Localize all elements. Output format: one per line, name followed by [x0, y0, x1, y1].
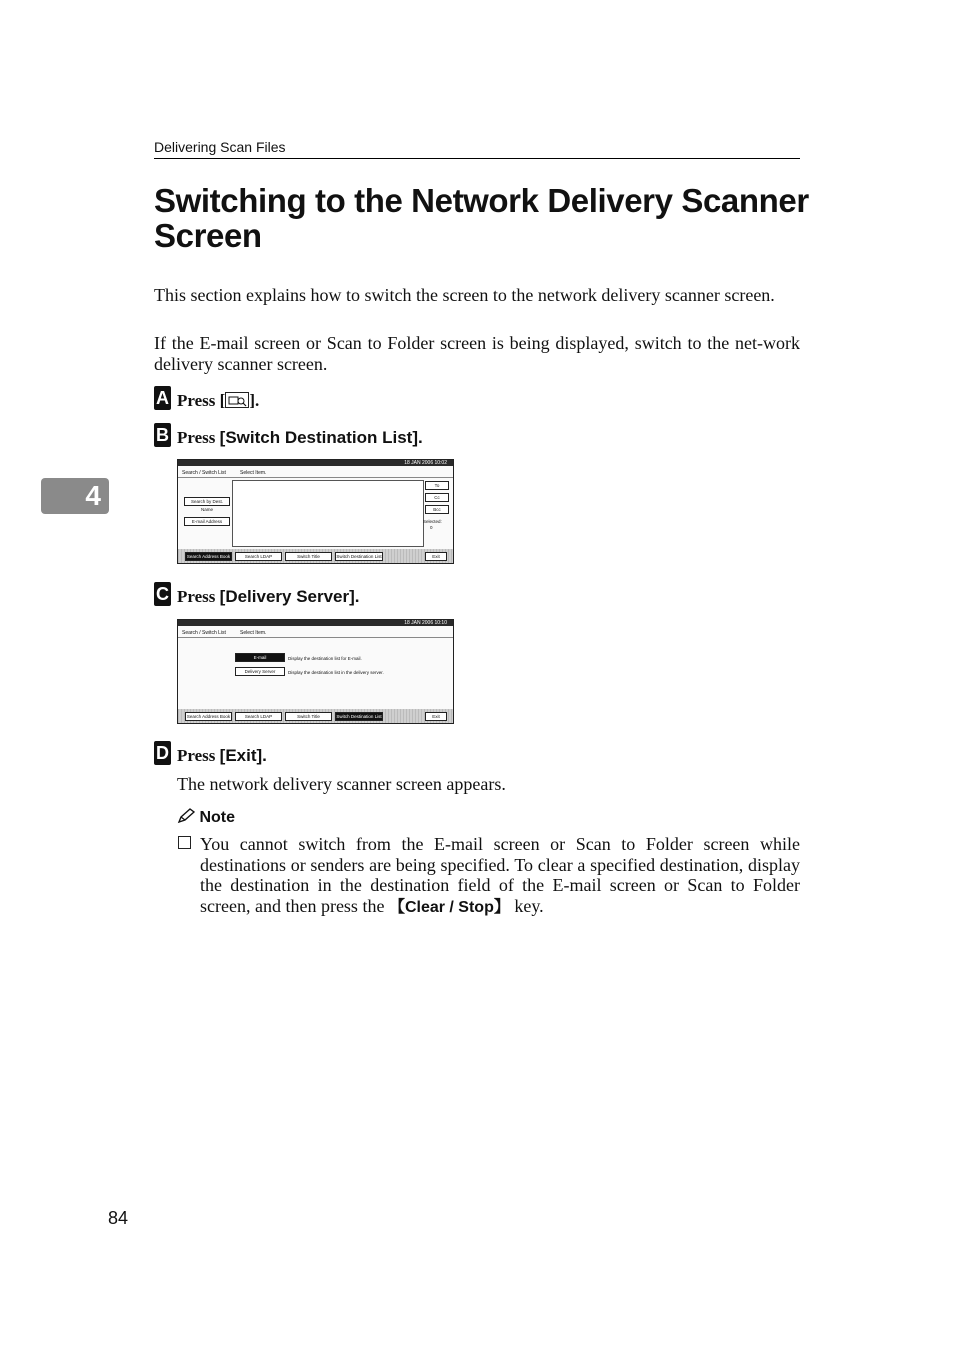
- search-by-dest-name-button[interactable]: Search by Dest. Name: [184, 497, 230, 506]
- screenshot-delivery-server: [177, 619, 454, 724]
- email-address-button[interactable]: E-mail Address: [184, 517, 230, 526]
- screen1-tab-right: Select Item.: [240, 470, 267, 476]
- screen1-tab-left: Search / Switch List: [182, 470, 226, 476]
- screenshot-switch-destination-list: [177, 459, 454, 564]
- switch-title-button[interactable]: Switch Title: [285, 552, 332, 561]
- bcc-button[interactable]: Bcc: [425, 505, 449, 514]
- delivery-server-option-button[interactable]: Delivery Server: [235, 667, 285, 676]
- intro-paragraph-1: This section explains how to switch the screen to the network delivery scanner screen.: [154, 285, 775, 305]
- scanner-key-icon: [225, 392, 249, 408]
- screen2-clock: 18 JAN 2006 10:10: [178, 620, 453, 626]
- switch-destination-list-button[interactable]: Switch Destination List: [336, 714, 382, 719]
- note-text-after-key: key.: [514, 896, 544, 917]
- intro-paragraph-2: If the E-mail screen or Scan to Folder screen is being displayed, switch to the net-work delivery scanner screen.: [154, 333, 800, 374]
- step-1-number: A: [156, 388, 169, 408]
- screen2-tab-right: Select Item.: [240, 630, 267, 636]
- page-title: Switching to the Network Delivery Scanner Screen: [154, 182, 809, 254]
- step-2-number: B: [156, 425, 169, 445]
- step-3-command: [Delivery Server].: [219, 587, 360, 606]
- search-address-book-button[interactable]: Search Address Book: [186, 554, 231, 559]
- exit-button[interactable]: Exit: [425, 552, 447, 561]
- cc-button[interactable]: Cc: [425, 493, 449, 502]
- search-address-book-button[interactable]: Search Address Book: [186, 714, 231, 719]
- note-heading: [177, 808, 235, 829]
- step-1-suffix: ].: [249, 391, 260, 410]
- email-option-desc: Display the destination list for E-mail.: [288, 656, 362, 661]
- step-4-command: [Exit].: [219, 746, 267, 765]
- screen2-tab-left: Search / Switch List: [182, 630, 226, 636]
- step-1-prefix: Press [: [177, 391, 226, 410]
- checkbox-bullet-icon: [178, 836, 191, 849]
- switch-destination-list-button[interactable]: Switch Destination List: [336, 554, 382, 559]
- running-head: Delivering Scan Files: [154, 139, 286, 155]
- switch-title-button[interactable]: Switch Title: [285, 712, 332, 721]
- step-4-prefix: Press: [177, 746, 220, 765]
- delivery-server-option-desc: Display the destination list in the delivery server.: [288, 670, 384, 675]
- email-option-button[interactable]: E-mail: [235, 653, 285, 662]
- note-heading-text: Note: [199, 809, 236, 826]
- pencil-icon: [177, 808, 195, 829]
- exit-button[interactable]: Exit: [425, 712, 447, 721]
- step-3-number: C: [156, 584, 169, 604]
- step-4-number: D: [156, 743, 169, 763]
- to-button[interactable]: To: [425, 481, 449, 490]
- note-body: [200, 834, 800, 919]
- step-3-prefix: Press: [177, 587, 220, 606]
- step-1-text: [177, 391, 259, 411]
- search-ldap-button[interactable]: Search LDAP: [235, 712, 282, 721]
- header-rule: [154, 158, 800, 159]
- chapter-tab: 4: [41, 478, 109, 514]
- search-ldap-button[interactable]: Search LDAP: [235, 552, 282, 561]
- step-4-result: The network delivery scanner screen appears.: [177, 774, 506, 794]
- page-number: 84: [108, 1208, 129, 1228]
- step-4-text: [177, 746, 267, 766]
- step-2-prefix: Press: [177, 428, 220, 447]
- step-2-command: [Switch Destination List].: [219, 428, 423, 447]
- note-text-before-key: You cannot switch from the E-mail screen or Scan to Folder screen while destinations or senders are being specified. To clear a specified destination, display the destination in the destination field of the E-mail screen or Scan to Folder screen, and then press the: [200, 834, 800, 917]
- screen1-clock: 18 JAN 2006 10:02: [178, 460, 453, 466]
- selected-label: Selected:: [423, 519, 442, 524]
- step-3-text: [177, 587, 360, 607]
- screen1-destination-list: [232, 480, 424, 547]
- selected-count: 0: [430, 525, 433, 530]
- step-2-text: [177, 428, 423, 448]
- clear-stop-key: 【Clear / Stop】: [388, 899, 510, 917]
